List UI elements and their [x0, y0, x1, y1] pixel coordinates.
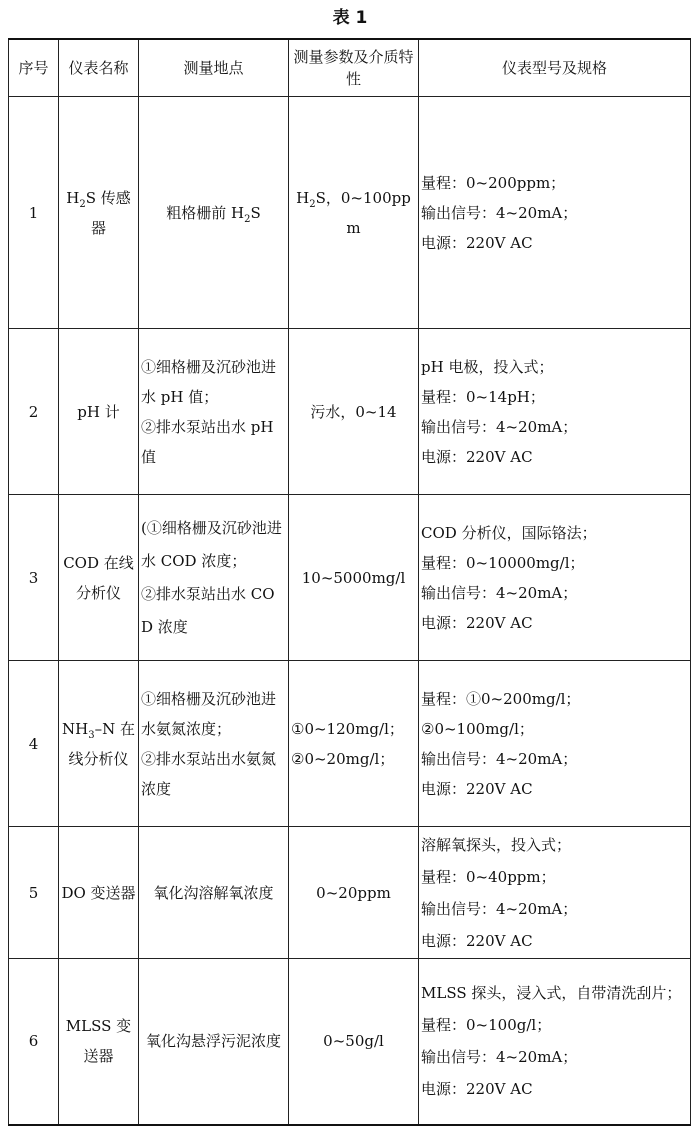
row-name: DO 变送器 [59, 827, 139, 959]
row-location: (①细格栅及沉砂池进水 COD 浓度； ②排水泵站出水 COD 浓度 [139, 495, 289, 661]
row-name: COD 在线分析仪 [59, 495, 139, 661]
table-row [9, 329, 691, 495]
row-location: 氧化沟溶解氧浓度 [139, 827, 289, 959]
row-location: ①细格栅及沉砂池进水氨氮浓度； ②排水泵站出水氨氮浓度 [139, 661, 289, 827]
table-row [9, 495, 691, 661]
row-no: 5 [9, 827, 59, 959]
row-spec: 量程：0~200ppm； 输出信号：4~20mA； 电源：220V AC [419, 97, 691, 329]
row-spec: 溶解氧探头，投入式； 量程：0~40ppm； 输出信号：4~20mA； 电源：220V AC [419, 827, 691, 959]
row-location: ①细格栅及沉砂池进水 pH 值； ②排水泵站出水 pH 值 [139, 329, 289, 495]
row-param: 污水，0~14 [289, 329, 419, 495]
row-name: $NH_3-N$ 在线分析仪 [59, 661, 139, 827]
row-no: 2 [9, 329, 59, 495]
row-name: $H_2S$ 传感器 [59, 97, 139, 329]
table-header-row [9, 39, 691, 97]
row-spec: pH 电极，投入式； 量程：0~14pH； 输出信号：4~20mA； 电源：220V AC [419, 329, 691, 495]
header-spec: 仪表型号及规格 [419, 39, 691, 97]
row-name: MLSS 变送器 [59, 959, 139, 1125]
header-name: 仪表名称 [59, 39, 139, 97]
row-param: $H_2S$，0~100ppm [289, 97, 419, 329]
header-no: 序号 [9, 39, 59, 97]
row-no: 3 [9, 495, 59, 661]
row-spec: 量程：①0~200mg/l； ②0~100mg/l； 输出信号：4~20mA； 电源：220V AC [419, 661, 691, 827]
row-name: pH 计 [59, 329, 139, 495]
row-param: 0~50g/l [289, 959, 419, 1125]
row-param: 0~20ppm [289, 827, 419, 959]
table-caption: 表 1 [332, 8, 368, 28]
row-no: 6 [9, 959, 59, 1125]
table-row [9, 827, 691, 959]
row-param: ①0~120mg/l； ②0~20mg/l； [289, 661, 419, 827]
header-param: 测量参数及介质特性 [289, 39, 419, 97]
row-spec: COD 分析仪，国际铬法； 量程：0~10000mg/l； 输出信号：4~20mA； 电源：220V AC [419, 495, 691, 661]
header-location: 测量地点 [139, 39, 289, 97]
row-location: 氧化沟悬浮污泥浓度 [139, 959, 289, 1125]
instrument-table [8, 38, 691, 1126]
row-location: 粗格栅前 $H_2S$ [139, 97, 289, 329]
table-row [9, 959, 691, 1125]
row-no: 1 [9, 97, 59, 329]
row-no: 4 [9, 661, 59, 827]
table-row [9, 661, 691, 827]
table-row [9, 97, 691, 329]
row-spec: MLSS 探头，浸入式，自带清洗刮片； 量程：0~100g/l； 输出信号：4~20mA； 电源：220V AC [419, 959, 691, 1125]
row-param: 10~5000mg/l [289, 495, 419, 661]
